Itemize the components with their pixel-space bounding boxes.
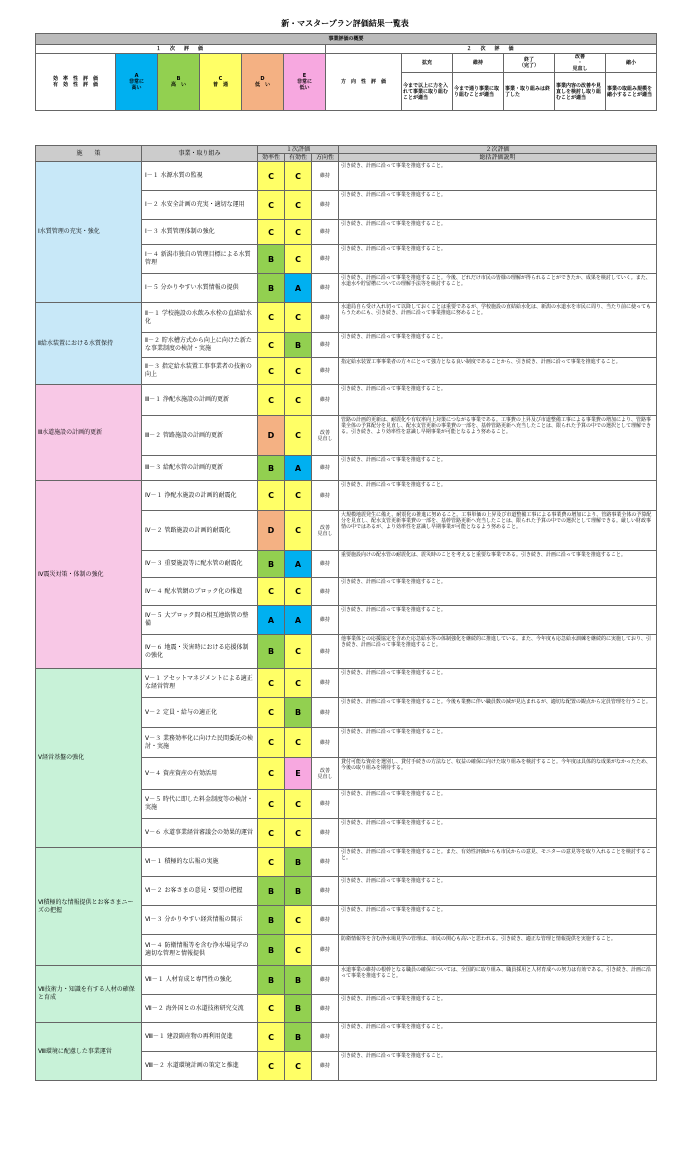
overall-comment: 重要施設向けの配水管の耐震化は、震災時のことを考えると重要な事業である。引き続き、計画に沿って事業を推進すること。: [339, 551, 657, 578]
project-item: Ⅳ－２ 管路施設の計画的耐震化: [142, 511, 258, 551]
efficiency-grade: B: [258, 456, 285, 481]
efficiency-grade: C: [258, 358, 285, 385]
table-row: [36, 303, 657, 333]
effectiveness-grade: C: [285, 245, 312, 274]
overall-comment: 引き続き、計画に沿って事業を推進すること。: [339, 1052, 657, 1081]
effectiveness-grade: B: [285, 995, 312, 1023]
direction-value: 維持: [312, 333, 339, 358]
direction-value: 維持: [312, 191, 339, 220]
direction-value: 維持: [312, 995, 339, 1023]
table-row: [36, 669, 657, 698]
header-effectiveness: 有効性: [285, 154, 312, 162]
grade-a-swatch: A 非常に 高い: [116, 54, 158, 111]
overall-comment: 引き続き、計画に沿って事業を推進すること。: [339, 877, 657, 906]
effectiveness-grade: B: [285, 848, 312, 877]
project-item: Ⅳ－３ 重要施設等に配水管の耐震化: [142, 551, 258, 578]
effectiveness-grade: A: [285, 551, 312, 578]
overall-comment: 引き続き、計画に沿って事業を推進すること。: [339, 578, 657, 606]
overall-comment: 水道事業の維持の根幹となる職員の確保については、全国的に取り組み、職員採用と人材育成への努力は有効である。引き続き、計画に沿って事業を推進すること。: [339, 966, 657, 995]
legend-heading: 事業評価の概要: [36, 34, 657, 45]
project-item: Ⅲ－１ 浄配水施設の計画的更新: [142, 385, 258, 416]
table-row: [36, 481, 657, 511]
direction-value: 維持: [312, 790, 339, 819]
effectiveness-grade: C: [285, 578, 312, 606]
effectiveness-grade: C: [285, 358, 312, 385]
effectiveness-grade: C: [285, 635, 312, 669]
project-item: Ⅷ－１ 建設副産物の再利用促進: [142, 1023, 258, 1052]
effectiveness-grade: C: [285, 416, 312, 456]
project-item: Ⅱ－１ 学校施設の水飲み水栓の直結給水化: [142, 303, 258, 333]
overall-comment: 水道局自ら受け入れ切って以降しておくことは重要であるが、学校施設の直結給水化は、新潟の水道水を市民に周り、当たり前に使ってもらうためにも、引き続き、計画に沿って事業推進に努めること。: [339, 303, 657, 333]
grade-b-swatch: B 高 い: [158, 54, 200, 111]
direction-value: 維持: [312, 456, 339, 481]
table-row: [36, 385, 657, 416]
efficiency-grade: C: [258, 385, 285, 416]
direction-value: 改善 見直し: [312, 511, 339, 551]
effectiveness-grade: A: [285, 606, 312, 635]
effectiveness-grade: C: [285, 728, 312, 758]
effectiveness-grade: C: [285, 385, 312, 416]
overall-comment: 引き続き、計画に沿って事業を推進すること。: [339, 606, 657, 635]
project-item: Ⅳ－１ 浄配水施設の計画的耐震化: [142, 481, 258, 511]
project-item: Ⅰ－４ 新潟市独自の管理目標による水質管理: [142, 245, 258, 274]
efficiency-grade: D: [258, 511, 285, 551]
header-policy: 施 策: [36, 146, 142, 162]
header-project: 事業・取り組み: [142, 146, 258, 162]
direction-value: 維持: [312, 1052, 339, 1081]
effectiveness-grade: C: [285, 790, 312, 819]
overall-comment: 引き続き、計画に沿って事業を推進すること。今後も業務に伴い職員数の減が見込まれるが、適切な配置の観点から定員管理を行うこと。: [339, 698, 657, 728]
table-row: [36, 1023, 657, 1052]
overall-comment: 他事業体との応援協定を含めた応急給水等の体制強化を継続的に推進している。また、今年度も応急給水訓練を継続的に実施しており、引き続き、計画に沿って事業を推進すること。: [339, 635, 657, 669]
efficiency-grade: C: [258, 578, 285, 606]
project-item: Ⅲ－３ 給配水管の計画的更新: [142, 456, 258, 481]
policy-category: Ⅷ環境に配慮した事業運営: [36, 1023, 142, 1081]
efficiency-grade: B: [258, 877, 285, 906]
direction-value: 維持: [312, 481, 339, 511]
project-item: Ⅵ－３ 分かりやすい経営情報の開示: [142, 906, 258, 935]
direction-value: 維持: [312, 935, 339, 966]
overall-comment: 引き続き、計画に沿って事業を推進すること。: [339, 191, 657, 220]
direction-value: 維持: [312, 551, 339, 578]
direction-value: 維持: [312, 819, 339, 848]
project-item: Ⅵ－２ お客さまの意見・要望の把握: [142, 877, 258, 906]
direction-complete-head: 終了 （完了）: [504, 54, 555, 73]
direction-reduce-desc: 事業の取組み規模を縮小することが適当: [606, 73, 657, 111]
evaluation-legend: [35, 33, 657, 111]
overall-comment: 管路の計画的更新は、耐震化や有収率向上対策につながる事業である。工事費の上昇及び市道整備工事による事業費の増加により、管路事業全体の予算配分を見直し、配水支管更新の事業費の一部を、基幹管路更新へ充当したことは、限られた予算の中での選択として理解できる。引き続き、より効率性を意識し早期事業が可能となるよう努めること。: [339, 416, 657, 456]
effectiveness-grade: C: [285, 669, 312, 698]
efficiency-grade: B: [258, 966, 285, 995]
project-item: Ⅴ－５ 時代に即した料金制度等の検討・実施: [142, 790, 258, 819]
overall-comment: 引き続き、計画に沿って事業を推進すること。: [339, 728, 657, 758]
header-eval1: １次評価: [258, 146, 339, 154]
table-row: [36, 848, 657, 877]
efficiency-grade: C: [258, 790, 285, 819]
project-item: Ⅰ－３ 水質管理体制の強化: [142, 220, 258, 245]
direction-expand-desc: 今まで以上に力を入れて事業に取り組むことが適当: [402, 73, 453, 111]
efficiency-grade: C: [258, 819, 285, 848]
effectiveness-grade: E: [285, 758, 312, 790]
overall-comment: 引き続き、計画に沿って事業を推進すること。今後、どれだけ市民の皆様の理解が得られることができたか、成果を検討していく。また、水道水や貯留槽についての理解手法等を検討すること。: [339, 274, 657, 303]
direction-maintain-desc: 今まで通り事業に取り組むことが適当: [453, 73, 504, 111]
project-item: Ⅴ－６ 水道事業経営審議会の効果的運営: [142, 819, 258, 848]
overall-comment: 貸付可能な資産を選別し、貸付手続きの方法など、収益の確保に向けた取り組みを検討すること。今年度は具体的な成果がなかったため、今後の取り組みを期待する。: [339, 758, 657, 790]
effectiveness-grade: A: [285, 456, 312, 481]
project-item: Ⅶ－１ 人材育成と専門性の強化: [142, 966, 258, 995]
header-efficiency: 効率性: [258, 154, 285, 162]
policy-category: Ⅶ技術力・知識を有する人材の確保と育成: [36, 966, 142, 1023]
efficiency-grade: C: [258, 1052, 285, 1081]
effectiveness-grade: B: [285, 877, 312, 906]
policy-category: Ⅰ水質管理の充実・強化: [36, 162, 142, 303]
overall-comment: 引き続き、計画に沿って事業を推進すること。: [339, 1023, 657, 1052]
header-eval2: ２次評価: [339, 146, 657, 154]
efficiency-effectiveness-label: 効 率 性 評 価 有 効 性 評 価: [36, 54, 116, 111]
efficiency-grade: A: [258, 606, 285, 635]
overall-comment: 防衛情報等を含む浄水場見学の管理は、市民の関心も高いと思われる。引き続き、適正な管理と情報提供を実施すること。: [339, 935, 657, 966]
efficiency-grade: B: [258, 635, 285, 669]
policy-category: Ⅳ震災対策・体制の強化: [36, 481, 142, 669]
direction-reduce-head: 縮小: [606, 54, 657, 73]
overall-comment: 引き続き、計画に沿って事業を推進すること。: [339, 385, 657, 416]
efficiency-grade: B: [258, 935, 285, 966]
project-item: Ⅵ－４ 防衛情報等を含む浄水場見学の適切な管理と情報提供: [142, 935, 258, 966]
efficiency-grade: C: [258, 698, 285, 728]
direction-value: 維持: [312, 966, 339, 995]
efficiency-grade: C: [258, 728, 285, 758]
efficiency-grade: C: [258, 191, 285, 220]
project-item: Ⅳ－５ 大ブロック間の相互連絡管の整備: [142, 606, 258, 635]
effectiveness-grade: C: [285, 191, 312, 220]
overall-comment: 大規模地震発生に備え、耐震化の推進に努めること。工事単価の上昇及び市道整備工事による事業費の増加により、管路事業全体の予算配分を見直し、配水支管更新事業費の一部を、基幹管路更新へ充当したことは、限られた予算の中での選択として理解できる。厳しい財政事情の中ではあるが、より効率性を意識し早期事業が可能となるよう努めること。: [339, 511, 657, 551]
header-comment: 総括評価説明: [339, 154, 657, 162]
project-item: Ⅴ－３ 業務効率化に向けた民間委託の検討・実施: [142, 728, 258, 758]
overall-comment: 引き続き、計画に沿って事業を推進すること。: [339, 819, 657, 848]
project-item: Ⅰ－２ 水安全計画の充実・適切な運用: [142, 191, 258, 220]
efficiency-grade: C: [258, 848, 285, 877]
project-item: Ⅴ－２ 定員・給与の適正化: [142, 698, 258, 728]
direction-value: 維持: [312, 245, 339, 274]
policy-category: Ⅴ経営基盤の強化: [36, 669, 142, 848]
direction-value: 維持: [312, 728, 339, 758]
project-item: Ⅵ－１ 積極的な広報の実施: [142, 848, 258, 877]
grade-c-swatch: C 普 通: [200, 54, 242, 111]
direction-expand-head: 拡充: [402, 54, 453, 73]
direction-value: 維持: [312, 274, 339, 303]
overall-comment: 引き続き、計画に沿って事業を推進すること。: [339, 790, 657, 819]
efficiency-grade: B: [258, 274, 285, 303]
direction-value: 維持: [312, 669, 339, 698]
effectiveness-grade: C: [285, 819, 312, 848]
project-item: Ⅳ－６ 地震・災害時における応援体制の強化: [142, 635, 258, 669]
table-row: [36, 162, 657, 191]
direction-improve-head: 改善 ・ 見直し: [555, 54, 606, 73]
direction-value: 維持: [312, 877, 339, 906]
overall-comment: 引き続き、計画に沿って事業を推進すること。: [339, 162, 657, 191]
direction-value: 維持: [312, 385, 339, 416]
overall-comment: 引き続き、計画に沿って事業を推進すること。: [339, 220, 657, 245]
effectiveness-grade: C: [285, 303, 312, 333]
policy-category: Ⅱ給水装置における水質保持: [36, 303, 142, 385]
efficiency-grade: C: [258, 162, 285, 191]
phase1-label: １ 次 評 価: [36, 45, 326, 54]
project-item: Ⅴ－４ 資産資産の有効活用: [142, 758, 258, 790]
direction-value: 維持: [312, 358, 339, 385]
project-item: Ⅳ－４ 配水管網のブロック化の推進: [142, 578, 258, 606]
effectiveness-grade: C: [285, 906, 312, 935]
direction-improve-desc: 事業内容の改善や見直しを検討し取り組むことが適当: [555, 73, 606, 111]
efficiency-grade: C: [258, 303, 285, 333]
overall-comment: 引き続き、計画に沿って事業を推進すること。: [339, 245, 657, 274]
table-row: [36, 966, 657, 995]
overall-comment: 引き続き、計画に沿って事業を推進すること。: [339, 333, 657, 358]
direction-value: 維持: [312, 606, 339, 635]
overall-comment: 引き続き、計画に沿って事業を推進すること。: [339, 481, 657, 511]
phase2-label: ２ 次 評 価: [326, 45, 657, 54]
project-item: Ⅱ－３ 指定給水装置工事事業者の技術の向上: [142, 358, 258, 385]
grade-e-swatch: E 非常に 低い: [284, 54, 326, 111]
page-title: 新・マスタープラン評価結果一覧表: [281, 19, 409, 28]
effectiveness-grade: B: [285, 333, 312, 358]
overall-comment: 引き続き、計画に沿って事業を推進すること。また、有効性評価からも市民からの意見、モニターの意見等を取り入れることを検討すること。: [339, 848, 657, 877]
effectiveness-grade: C: [285, 511, 312, 551]
efficiency-grade: C: [258, 995, 285, 1023]
direction-value: 改善 見直し: [312, 416, 339, 456]
grade-d-swatch: D 低 い: [242, 54, 284, 111]
effectiveness-grade: C: [285, 935, 312, 966]
effectiveness-grade: B: [285, 966, 312, 995]
direction-value: 維持: [312, 698, 339, 728]
evaluation-results-table: [35, 145, 657, 1081]
direction-evaluation-label: 方 向 性 評 価: [326, 54, 402, 111]
effectiveness-grade: C: [285, 1052, 312, 1081]
project-item: Ⅲ－２ 管路施設の計画的更新: [142, 416, 258, 456]
direction-value: 維持: [312, 578, 339, 606]
direction-maintain-head: 維持: [453, 54, 504, 73]
efficiency-grade: C: [258, 481, 285, 511]
efficiency-grade: C: [258, 758, 285, 790]
direction-value: 維持: [312, 1023, 339, 1052]
effectiveness-grade: C: [285, 220, 312, 245]
effectiveness-grade: C: [285, 481, 312, 511]
overall-comment: 引き続き、計画に沿って事業を推進すること。: [339, 995, 657, 1023]
project-item: Ⅱ－２ 貯水槽方式から向上に向けた新たな事業制度の検討・実施: [142, 333, 258, 358]
project-item: Ⅰ－１ 水源水質の監視: [142, 162, 258, 191]
effectiveness-grade: C: [285, 162, 312, 191]
direction-value: 維持: [312, 220, 339, 245]
project-item: Ⅶ－２ 海外国との水道技術研究交流: [142, 995, 258, 1023]
overall-comment: 引き続き、計画に沿って事業を推進すること。: [339, 906, 657, 935]
efficiency-grade: C: [258, 1023, 285, 1052]
efficiency-grade: C: [258, 669, 285, 698]
policy-category: Ⅲ水道施設の計画的更新: [36, 385, 142, 481]
effectiveness-grade: B: [285, 698, 312, 728]
efficiency-grade: B: [258, 245, 285, 274]
direction-value: 改善 見直し: [312, 758, 339, 790]
overall-comment: 引き続き、計画に沿って事業を推進すること。: [339, 669, 657, 698]
policy-category: Ⅵ積極的な情報提供とお客さまニーズの把握: [36, 848, 142, 966]
overall-comment: 指定給水装置工事事業者の方々にとって強力となる良い制度であることから、引き続き、計画に沿って事業を推進すること。: [339, 358, 657, 385]
effectiveness-grade: B: [285, 1023, 312, 1052]
direction-value: 維持: [312, 162, 339, 191]
direction-value: 維持: [312, 848, 339, 877]
efficiency-grade: D: [258, 416, 285, 456]
effectiveness-grade: A: [285, 274, 312, 303]
efficiency-grade: C: [258, 220, 285, 245]
efficiency-grade: C: [258, 333, 285, 358]
direction-value: 維持: [312, 906, 339, 935]
efficiency-grade: B: [258, 906, 285, 935]
direction-complete-desc: 事業・取り組みは終了した: [504, 73, 555, 111]
overall-comment: 引き続き、計画に沿って事業を推進すること。: [339, 456, 657, 481]
efficiency-grade: B: [258, 551, 285, 578]
project-item: Ⅷ－２ 水道環境計画の策定と推進: [142, 1052, 258, 1081]
direction-value: 維持: [312, 303, 339, 333]
header-direction: 方向性: [312, 154, 339, 162]
direction-value: 維持: [312, 635, 339, 669]
project-item: Ⅴ－１ アセットマネジメントによる適正な経営管理: [142, 669, 258, 698]
project-item: Ⅰ－５ 分かりやすい水質情報の提供: [142, 274, 258, 303]
